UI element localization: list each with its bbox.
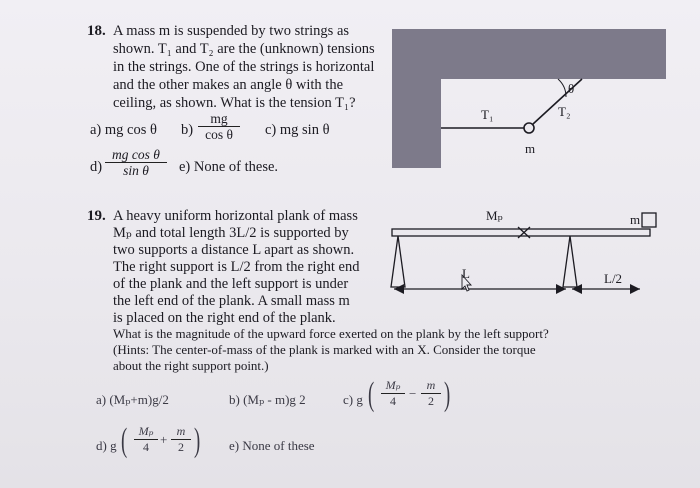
- q19-option-c-denominator-2: 2: [428, 394, 434, 408]
- q18-option-d-label: d): [90, 159, 103, 175]
- q18-option-d-numerator: mg cos θ: [105, 147, 167, 163]
- q19-line-1: A heavy uniform horizontal plank of mass: [113, 208, 358, 224]
- q19-line-5: of the plank and the left support is under: [113, 276, 349, 292]
- q18-line-2: shown. T₁ and T₂ are the (unknown) tensions: [113, 41, 375, 57]
- q18-option-a: a) mg cos θ: [90, 122, 157, 138]
- q19-option-d-left-paren: (: [121, 422, 128, 459]
- q19-left-support: [391, 236, 405, 287]
- q19-option-c-label: c) g: [343, 392, 363, 407]
- q19-line-9: (Hints: The center-of-mass of the plank is marked with an X. Consider the torque: [113, 342, 536, 357]
- q19-option-d-denominator-2: 2: [178, 440, 184, 454]
- q19-option-d-numerator-2: m: [171, 424, 191, 440]
- q19-option-c-numerator-1: Mₚ: [381, 378, 405, 394]
- q18-option-b-denominator: cos θ: [205, 127, 233, 142]
- q19-option-c-numerator-2: m: [421, 378, 441, 394]
- q19-option-d-label: d) g: [96, 438, 117, 453]
- q19-line-6: the left end of the plank. A small mass m: [113, 293, 350, 309]
- q19-option-c-right-paren: ): [444, 376, 451, 413]
- q19-option-c-operator: −: [409, 386, 417, 401]
- q19-option-d-right-paren: ): [194, 422, 201, 459]
- q19-line-8: What is the magnitude of the upward force exerted on the plank by the left support?: [113, 326, 549, 341]
- q18-line-5: ceiling, as shown. What is the tension T₁?: [113, 95, 356, 111]
- q19-line-4: The right support is L/2 from the right end: [113, 259, 360, 275]
- q18-option-b-label: b): [181, 122, 194, 138]
- q18-t2-label: T₂: [558, 104, 571, 119]
- q18-number: 18.: [87, 23, 106, 39]
- q18-option-e: e) None of these.: [179, 159, 279, 175]
- q19-option-d-denominator-1: 4: [143, 440, 149, 454]
- q18-mass-label: m: [525, 141, 536, 156]
- q18-line-1: A mass m is suspended by two strings as: [113, 23, 350, 39]
- q19-l-label: L: [462, 266, 470, 281]
- q19-option-d-operator: +: [160, 432, 168, 447]
- q19-mp-label: Mₚ: [486, 208, 503, 223]
- q19-line-7: is placed on the right end of the plank.: [113, 310, 336, 326]
- q19-line-2: Mₚ and total length 3L/2 is supported by: [113, 225, 349, 241]
- q19-right-support: [563, 236, 577, 287]
- q19-small-mass-label: m: [630, 212, 641, 227]
- q18-t1-label: T₁: [481, 107, 494, 122]
- q18-line-4: and the other makes an angle θ with the: [113, 77, 344, 93]
- q18-theta-label: θ: [568, 81, 575, 96]
- q19-option-c-left-paren: (: [368, 376, 375, 413]
- q18-option-c: c) mg sin θ: [265, 122, 330, 138]
- q19-l2-label: L/2: [604, 271, 623, 286]
- q19-option-b: b) (Mₚ - m)g 2: [229, 392, 306, 407]
- q19-line-3: two supports a distance L apart as shown.: [113, 242, 355, 258]
- q19-option-d-numerator-1: Mₚ: [134, 424, 158, 440]
- q19-option-a: a) (Mₚ+m)g/2: [96, 392, 169, 407]
- q19-small-mass-box: [642, 213, 656, 227]
- q18-option-b-numerator: mg: [198, 111, 240, 127]
- q19-option-c-denominator-1: 4: [390, 394, 396, 408]
- q19-line-10: about the right support point.): [113, 358, 269, 373]
- q19-number: 19.: [87, 208, 106, 224]
- q19-l2-arrow-right: [630, 284, 640, 294]
- q18-option-d-denominator: sin θ: [123, 163, 149, 178]
- q19-option-e: e) None of these: [229, 438, 315, 453]
- q18-line-3: in the strings. One of the strings is horizontal: [113, 59, 375, 75]
